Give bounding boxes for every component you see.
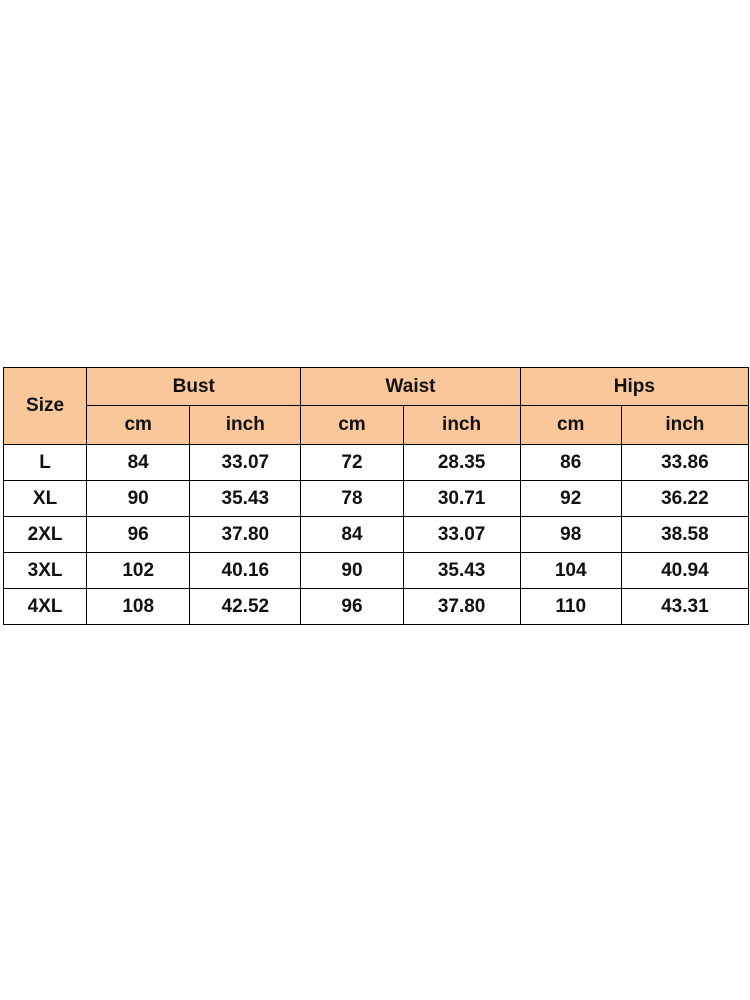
size-chart-table bbox=[3, 367, 749, 625]
bust-inch-cell: 35.43 bbox=[190, 481, 301, 517]
header-group-row bbox=[4, 368, 749, 406]
waist-inch-cell: 28.35 bbox=[403, 445, 520, 481]
hips-inch-cell: 38.58 bbox=[621, 517, 748, 553]
size-cell: L bbox=[4, 445, 87, 481]
hips-inch-cell: 33.86 bbox=[621, 445, 748, 481]
waist-cm-header: cm bbox=[301, 406, 403, 445]
size-cell: 2XL bbox=[4, 517, 87, 553]
bust-header: Bust bbox=[87, 368, 301, 406]
size-table-body bbox=[4, 445, 749, 625]
bust-inch-cell: 33.07 bbox=[190, 445, 301, 481]
bust-inch-cell: 42.52 bbox=[190, 589, 301, 625]
waist-cm-cell: 96 bbox=[301, 589, 403, 625]
bust-cm-cell: 96 bbox=[87, 517, 190, 553]
hips-inch-cell: 43.31 bbox=[621, 589, 748, 625]
size-header: Size bbox=[4, 368, 87, 445]
waist-inch-cell: 33.07 bbox=[403, 517, 520, 553]
waist-inch-cell: 35.43 bbox=[403, 553, 520, 589]
size-cell: 4XL bbox=[4, 589, 87, 625]
hips-inch-header: inch bbox=[621, 406, 748, 445]
hips-inch-cell: 40.94 bbox=[621, 553, 748, 589]
hips-inch-cell: 36.22 bbox=[621, 481, 748, 517]
bust-cm-cell: 90 bbox=[87, 481, 190, 517]
hips-cm-cell: 92 bbox=[520, 481, 621, 517]
hips-cm-header: cm bbox=[520, 406, 621, 445]
bust-cm-cell: 102 bbox=[87, 553, 190, 589]
table-row bbox=[4, 481, 749, 517]
bust-cm-cell: 108 bbox=[87, 589, 190, 625]
bust-inch-cell: 37.80 bbox=[190, 517, 301, 553]
waist-inch-cell: 30.71 bbox=[403, 481, 520, 517]
table-row bbox=[4, 553, 749, 589]
bust-inch-cell: 40.16 bbox=[190, 553, 301, 589]
waist-cm-cell: 78 bbox=[301, 481, 403, 517]
hips-cm-cell: 104 bbox=[520, 553, 621, 589]
table-row bbox=[4, 517, 749, 553]
hips-cm-cell: 86 bbox=[520, 445, 621, 481]
waist-inch-cell: 37.80 bbox=[403, 589, 520, 625]
waist-cm-cell: 90 bbox=[301, 553, 403, 589]
table-row bbox=[4, 589, 749, 625]
waist-inch-header: inch bbox=[403, 406, 520, 445]
bust-cm-cell: 84 bbox=[87, 445, 190, 481]
hips-header: Hips bbox=[520, 368, 748, 406]
size-cell: XL bbox=[4, 481, 87, 517]
hips-cm-cell: 98 bbox=[520, 517, 621, 553]
hips-cm-cell: 110 bbox=[520, 589, 621, 625]
table-row bbox=[4, 445, 749, 481]
size-cell: 3XL bbox=[4, 553, 87, 589]
waist-cm-cell: 84 bbox=[301, 517, 403, 553]
waist-cm-cell: 72 bbox=[301, 445, 403, 481]
waist-header: Waist bbox=[301, 368, 520, 406]
header-unit-row bbox=[4, 406, 749, 445]
bust-inch-header: inch bbox=[190, 406, 301, 445]
bust-cm-header: cm bbox=[87, 406, 190, 445]
